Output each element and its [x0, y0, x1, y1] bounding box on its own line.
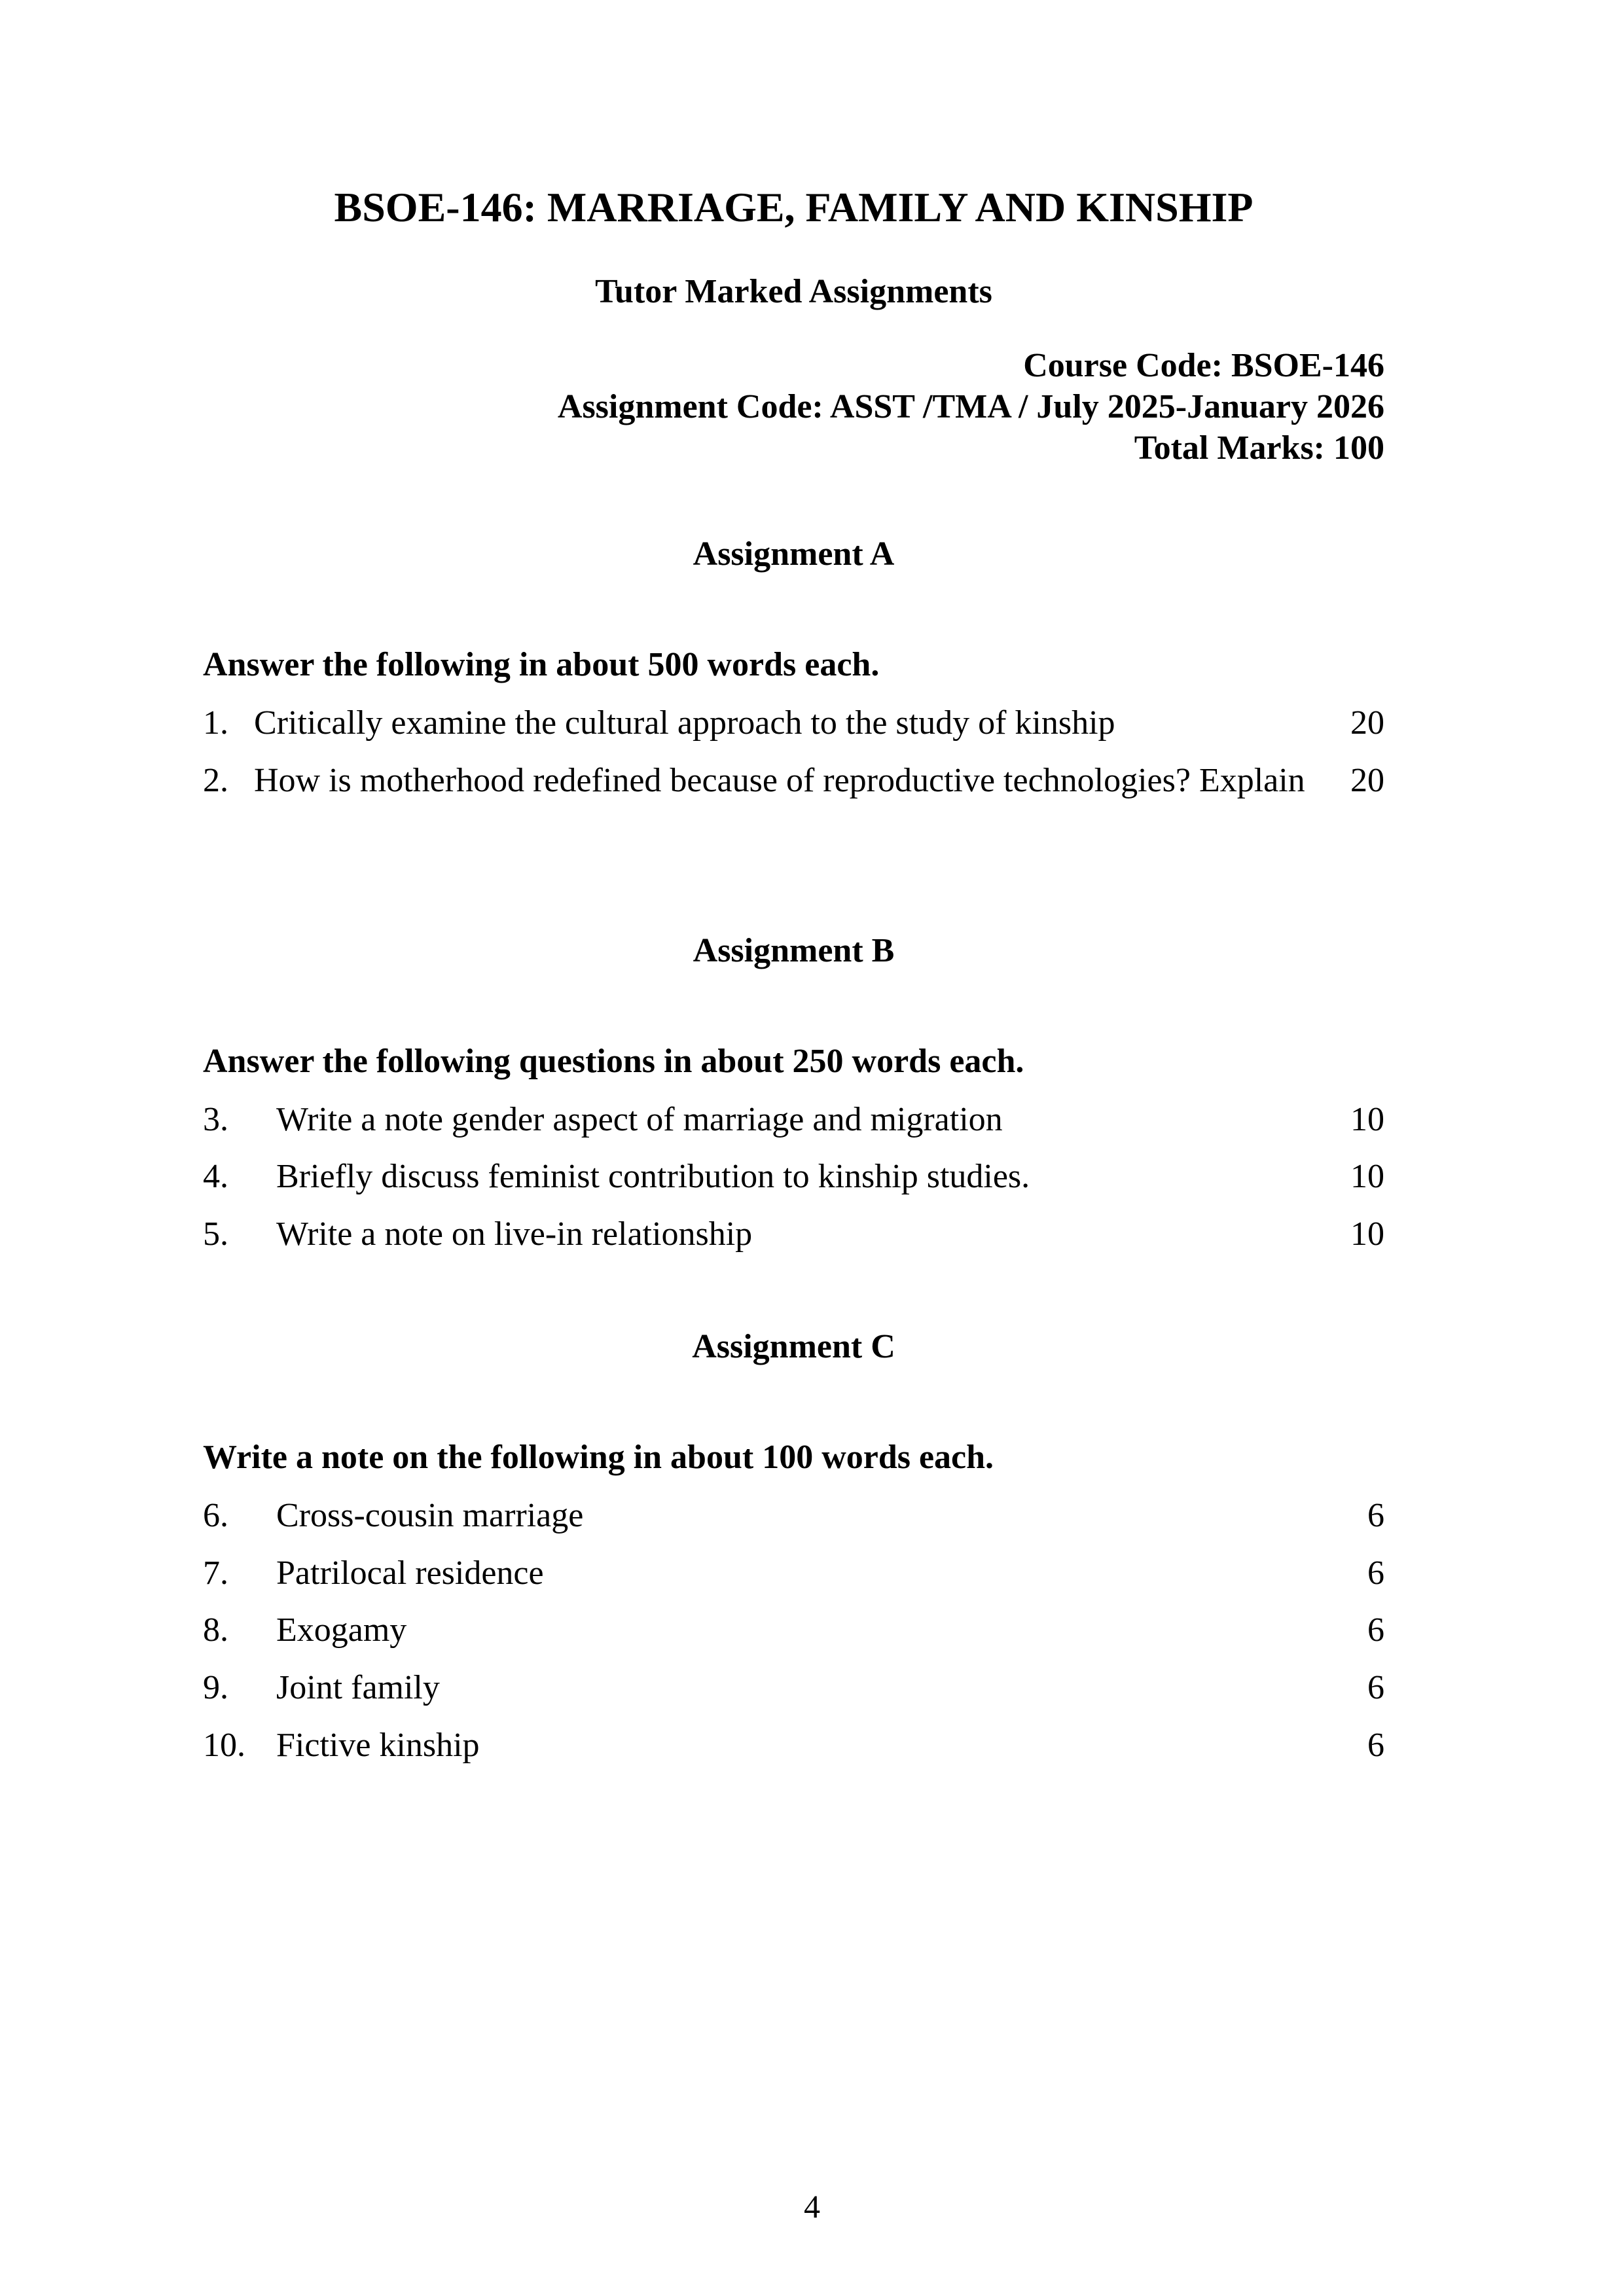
- question-marks: 6: [1367, 1611, 1384, 1649]
- section-a-instruction: Answer the following in about 500 words each.: [203, 645, 880, 683]
- question-marks: 20: [1350, 704, 1384, 742]
- question-text: Write a note on live-in relationship: [276, 1215, 753, 1253]
- question-number: 2.: [203, 761, 228, 799]
- question-row: [203, 704, 1384, 743]
- question-row: [203, 1668, 1384, 1708]
- question-marks: 6: [1367, 1496, 1384, 1534]
- question-number: 7.: [203, 1554, 228, 1592]
- question-text: Fictive kinship: [276, 1727, 480, 1765]
- question-row: [203, 1215, 1384, 1254]
- question-marks: 10: [1350, 1158, 1384, 1196]
- meta-block: [203, 345, 1384, 469]
- section-b-questions: [203, 1100, 1384, 1254]
- question-number: 10.: [203, 1727, 245, 1765]
- question-row: [203, 1157, 1384, 1196]
- question-marks: 6: [1367, 1669, 1384, 1707]
- question-row: [203, 761, 1384, 800]
- question-text: Exogamy: [276, 1611, 407, 1649]
- section-c-questions: [203, 1496, 1384, 1765]
- assignment-code: Assignment Code: ASST /TMA / July 2025-January 2026: [557, 388, 1384, 426]
- document-subtitle: Tutor Marked Assignments: [595, 272, 992, 310]
- section-c-instruction: Write a note on the following in about 100 words each.: [203, 1438, 994, 1476]
- question-row: [203, 1554, 1384, 1593]
- question-text: Briefly discuss feminist contribution to kinship studies.: [276, 1158, 1030, 1196]
- question-marks: 10: [1350, 1215, 1384, 1253]
- question-text: Joint family: [276, 1669, 440, 1707]
- question-row: [203, 1496, 1384, 1535]
- document-title: BSOE-146: MARRIAGE, FAMILY AND KINSHIP: [334, 184, 1254, 230]
- question-number: 8.: [203, 1611, 228, 1649]
- section-b-instruction: Answer the following questions in about 250 words each.: [203, 1042, 1024, 1080]
- question-row: [203, 1726, 1384, 1765]
- question-number: 3.: [203, 1100, 228, 1138]
- question-number: 4.: [203, 1158, 228, 1196]
- section-b-heading: Assignment B: [693, 931, 895, 969]
- question-number: 6.: [203, 1496, 228, 1534]
- total-marks: Total Marks: 100: [1134, 429, 1384, 467]
- question-text: How is motherhood redefined because of reproductive technologies? Explain: [254, 761, 1305, 799]
- question-row: [203, 1100, 1384, 1139]
- question-text: Cross-cousin marriage: [276, 1496, 584, 1534]
- question-number: 5.: [203, 1215, 228, 1253]
- question-text: Patrilocal residence: [276, 1554, 544, 1592]
- page-number: 4: [804, 2188, 820, 2225]
- question-text: Write a note gender aspect of marriage and migration: [276, 1100, 1003, 1138]
- question-number: 9.: [203, 1669, 228, 1707]
- section-a-heading: Assignment A: [693, 535, 895, 573]
- section-a-questions: [203, 704, 1384, 800]
- section-c-heading: Assignment C: [692, 1327, 895, 1365]
- question-marks: 20: [1350, 761, 1384, 799]
- question-number: 1.: [203, 704, 228, 742]
- question-row: [203, 1611, 1384, 1650]
- course-code: Course Code: BSOE-146: [1023, 346, 1384, 384]
- question-marks: 6: [1367, 1554, 1384, 1592]
- question-marks: 10: [1350, 1100, 1384, 1138]
- question-marks: 6: [1367, 1727, 1384, 1765]
- question-text: Critically examine the cultural approach to the study of kinship: [254, 704, 1115, 742]
